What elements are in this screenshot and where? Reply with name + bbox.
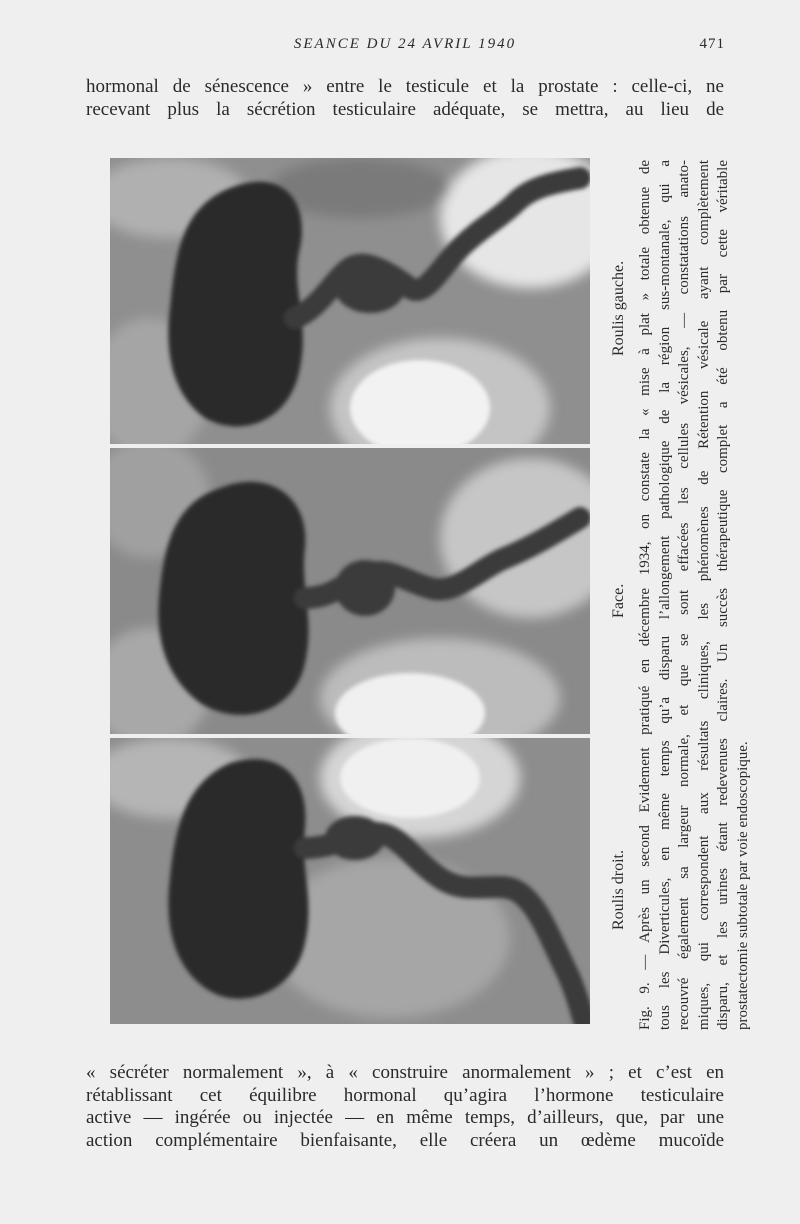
text-line: hormonal de sénescence » entre le testicule et la prostate : celle-ci, ne bbox=[86, 76, 724, 97]
radiograph-panel-face bbox=[110, 448, 590, 734]
caption-line: miques, qui correspondent aux résultats cliniques, les phénomènes de Rétention vésicale ayant complètement bbox=[695, 160, 712, 1030]
page-number: 471 bbox=[699, 36, 725, 52]
caption-line: recouvré également sa largeur normale, et que se sont effacées les cellules vésicales, — constatations anato- bbox=[676, 160, 692, 1030]
text-line: « sécréter normalement », à « construire anormalement » ; et c’est en bbox=[86, 1062, 724, 1083]
body-paragraph-top bbox=[86, 76, 724, 121]
body-paragraph-bottom bbox=[86, 1062, 724, 1152]
caption-line: tous les Diverticules, en même temps qu’a disparu l’allongement pathologique de la région sus-montanale, qui a bbox=[656, 160, 673, 1030]
caption-line: Fig. 9. — Après un second Evidement pratiqué en décembre 1934, on constate la « mise à plat » totale obtenue de bbox=[637, 160, 653, 1030]
radiograph-image bbox=[110, 158, 590, 444]
figure-caption bbox=[636, 160, 753, 1030]
text-line: rétablissant cet équilibre hormonal qu’agira l’hormone testiculaire bbox=[86, 1084, 724, 1106]
label-right-roll: Roulis droit. bbox=[610, 849, 627, 930]
radiograph-figure bbox=[110, 158, 590, 1024]
caption-line: disparu, et les urines étant redevenues claires. Un succès thérapeutique complet a été obtenu par cette véritable bbox=[715, 160, 731, 1030]
radiograph-panel-right-roll bbox=[110, 738, 590, 1024]
label-face: Face. bbox=[610, 583, 627, 618]
radiograph-image bbox=[110, 448, 590, 734]
caption-line: prostatectomie subtotale par voie endoscopique. bbox=[734, 741, 751, 1030]
label-left-roll: Roulis gauche. bbox=[610, 260, 627, 356]
radiograph-image bbox=[110, 738, 590, 1024]
running-head bbox=[85, 36, 725, 56]
text-line: active — ingérée ou injectée — en même temps, d’ailleurs, que, par une bbox=[86, 1107, 724, 1128]
text-line: recevant plus la sécrétion testiculaire adéquate, se mettra, au lieu de bbox=[86, 98, 724, 120]
running-title: SEANCE DU 24 AVRIL 1940 bbox=[293, 36, 517, 52]
text-line: action complémentaire bienfaisante, elle créera un œdème mucoïde bbox=[86, 1129, 724, 1151]
radiograph-panel-left-roll bbox=[110, 158, 590, 444]
